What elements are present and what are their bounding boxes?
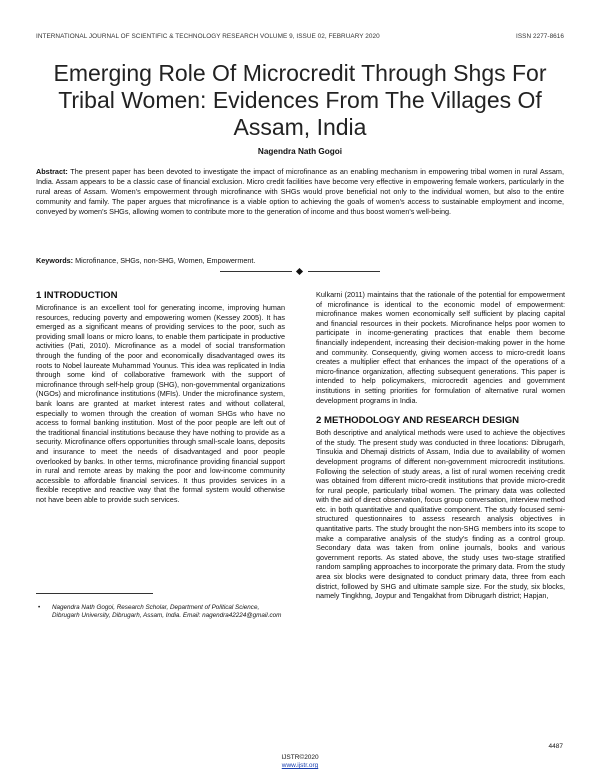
intro-paragraph: Microfinance is an excellent tool for generating income, improving human resources, reducing poverty and empowering women (Kessey 2005). It has emerged as a significant means of providing services to the poor, such as providing small loans or micro loans, to enable them participate in productive activities (Pati, 2010). Microfinance as a model of social transformation through the funding of the poor and economically disadvantaged owes its roots to Nobel laureate Muhammad Younus. This idea was replicated in India through some kind of collaborative framework with the support of microfinance through self-help group (SHG), non-governmental organizations (NGOs) and microfinance institutions (MFIs). Under the microfinance system, bank loans are granted at market interest rates and without collateral, especially to women through the creation of woman SHGs who have no access to formal banking institution. Most of the poor people are left out of the traditional financial institutions because they have nothing to provide as a security. Microfinance offers opportunities through small-scale loans, deposits and insurance to meet the needs of disadvantaged and poor people overlooked by banks. In other terms, microfinance providing financial support in rural and remote areas by making the poor and low-income community accessible to affordable financial services. It thus provides services in a flexible receptive and reactive way that the formal system would otherwise not have been able to provide such services. — [36, 303, 285, 504]
footnote-text: Nagendra Nath Gogoi, Research Scholar, Department of Political Science, Dibrugarh University, Dibrugarh, Assam, India. Email: nagendra42224@gmail.com — [52, 604, 282, 620]
methodology-heading: 2 METHODOLOGY AND RESEARCH DESIGN — [316, 415, 520, 427]
keywords-text: Microfinance, SHGs, non-SHG, Women, Empowerment. — [73, 256, 256, 265]
abstract-label: Abstract: — [36, 167, 68, 176]
page-number: 4487 — [548, 743, 563, 750]
paper-title: Emerging Role Of Microcredit Through Shgs For Tribal Women: Evidences From The Villages Of Assam, India — [53, 60, 547, 140]
right-column — [316, 290, 565, 601]
journal-title: INTERNATIONAL JOURNAL OF SCIENTIFIC & TECHNOLOGY RESEARCH VOLUME 9, ISSUE 02, FEBRUARY 2020 — [36, 33, 380, 40]
author-footnote — [36, 604, 285, 621]
author-name: Nagendra Nath Gogoi — [257, 147, 343, 156]
section-divider — [220, 268, 380, 276]
abstract — [36, 167, 564, 217]
diamond-icon — [296, 268, 303, 275]
footer-code: IJSTR©2020 — [281, 754, 319, 761]
left-column — [36, 290, 285, 504]
keywords — [36, 256, 564, 266]
methodology-paragraph: Both descriptive and analytical methods were used to achieve the objectives of the study. The present study was conducted in three locations: Dibrugarh, Tinsukia and Dhemaji districts of Assam, India due to availability of women development programs of different non-government microcredit institutions. Following the selection of study areas, a list of rural women receiving credit was obtained from different micro-credit institutions that provide micro-credit for rural people, particularly tribal women. The primary data was collected with the aid of direct observation, focus group conversation, interview method etc. in both quantitative and qualitative component. The study focused semi-structured questionnaires to assess research analysis objectives in quantitative parts. The study brought the non-SHG members into its scope to make a comparative analysis of the study's finding as a control group. Secondary data was taken from online journals, books and various government reports. As stated above, the study uses two-stage stratified random sampling approaches to incorporate the primary data. From the study area six blocks were designated to conduct primary data, three from each district, followed by SHG and ultimate sample size. For the study, six blocks, namely Tingkhng, Joypur and Tengakhat from Dibrugarh district; Hapjan, — [316, 428, 565, 601]
issn: ISSN 2277-8616 — [516, 33, 564, 40]
bullet-icon: • — [38, 604, 41, 611]
journal-url-link[interactable]: www.ijstr.org — [281, 762, 319, 769]
journal-header — [36, 33, 564, 40]
footnote-rule — [36, 593, 153, 594]
abstract-text: The present paper has been devoted to investigate the impact of microfinance as an enabling mechanism in empowering tribal women in rural Assam, India. Assam appears to be a classic case of financial exclusion. Micro credit facilities have become very effective in empowering female workers, particularly in the rural areas of Assam. Women's empowerment through microfinance with SHGs would prove beneficial not only to the individual women, but also to the entire community and family. The paper argues that microfinance is a viable option to achieving the goals of women's access to sustainable employment and income, conveyed by women's SHGs, allowing women to contribute more to the generation of income and thus boost women's well-being. — [36, 167, 564, 217]
keywords-label: Keywords: — [36, 256, 74, 265]
page-footer — [0, 754, 600, 770]
intro-continued-paragraph: Kulkarni (2011) maintains that the rationale of the potential for empowerment of microfinance is identical to the economic model of empowerment: microfinance makes women economically self sufficient by placing capital and financial resources in their pockets. Microfinance helps poor women to participate in income-generating practices that enable them become financially independent, increasing their decision-making power in the home and community. Consequently, giving women access to micro-credit loans creates a multiplier effect that enhances the impact of the operations of a micro-finance organization, affecting subsequent generations. This paper is intended to help policymakers, microcredit agencies and government institutions in setting priorities for formulation of alternative rural women development programs in India. — [316, 290, 565, 405]
intro-heading: 1 INTRODUCTION — [36, 290, 118, 301]
